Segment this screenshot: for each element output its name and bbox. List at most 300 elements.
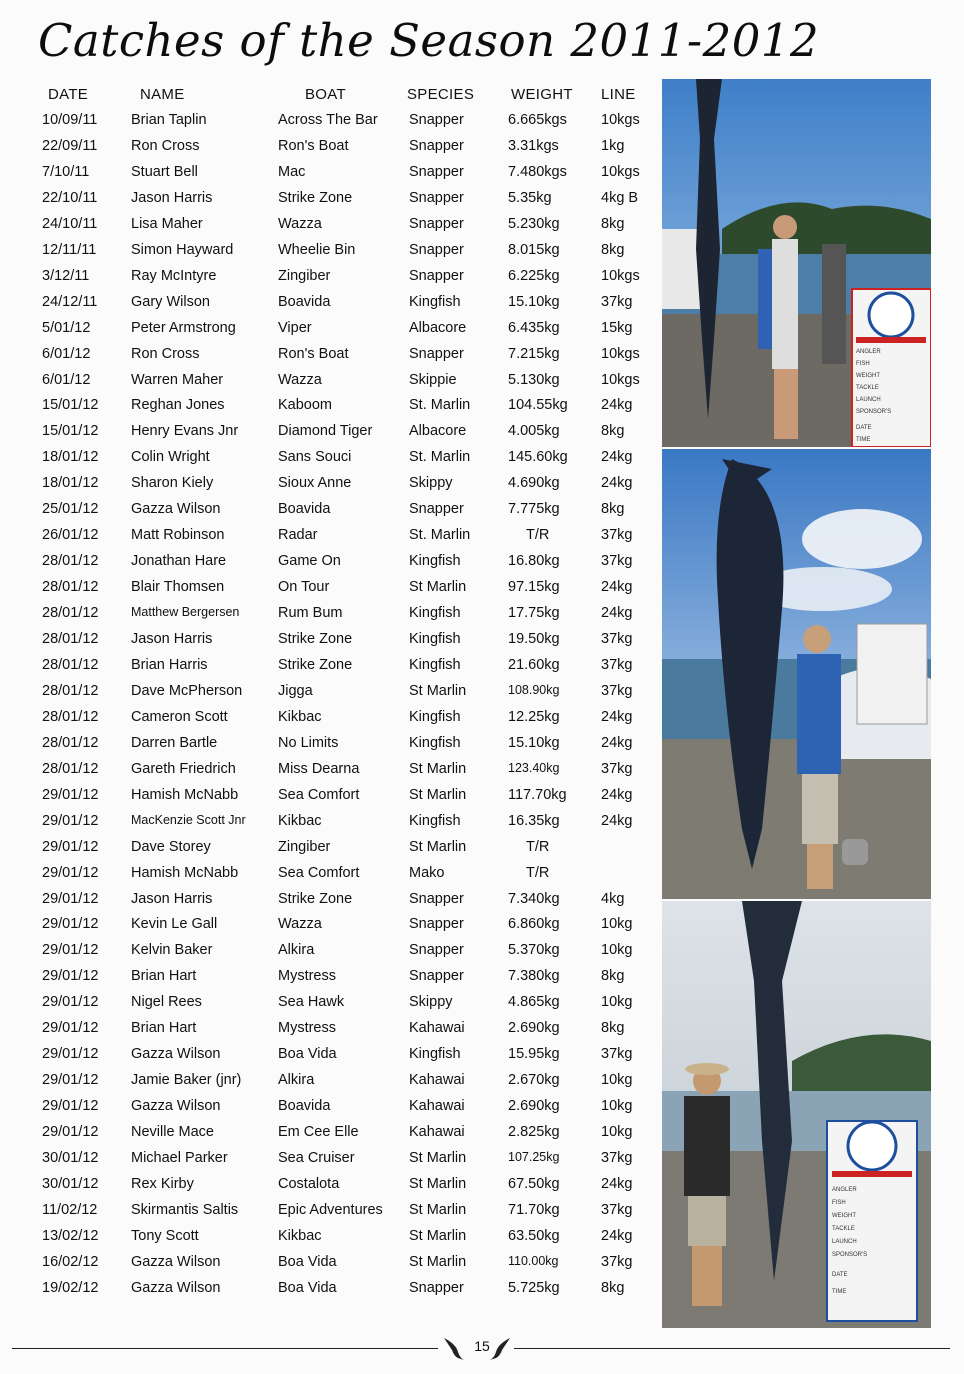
cell-species: Snapper [409,189,464,206]
cell-weight: 97.15kg [508,579,560,596]
cell-line: 8kg [601,423,625,440]
cell-boat: Sea Comfort [278,864,360,881]
cell-species: Kingfish [409,631,461,647]
cell-name: Kevin Le Gall [131,916,218,933]
cell-species: Snapper [409,501,464,518]
cell-boat: Boa Vida [278,1046,337,1063]
table-row [0,1124,660,1146]
table-row [0,1202,660,1224]
cell-line: 10kg [601,1072,633,1089]
cell-name: Matt Robinson [131,527,225,544]
table-row [0,1176,660,1198]
cell-name: Dave Storey [131,838,211,855]
table-row [0,527,660,549]
cell-date: 3/12/11 [42,267,90,284]
table-row [0,1072,660,1094]
photo-marlin-1-image [662,79,931,447]
cell-line: 37kg [601,1201,633,1218]
cell-species: Kingfish [409,812,461,829]
cell-species: Snapper [409,215,464,232]
cell-name: Hamish McNabb [131,864,239,881]
cell-name: Jonathan Hare [131,553,227,570]
table-row [0,449,660,471]
svg-text:SPONSOR'S: SPONSOR'S [832,1252,868,1258]
table-row [0,579,660,601]
cell-name: Lisa Maher [131,215,203,232]
cell-date: 18/01/12 [42,475,99,492]
cell-weight: 6.225kg [508,267,560,284]
table-row [0,683,660,705]
cell-weight: 15.10kg [508,734,560,751]
table-row [0,164,660,186]
svg-text:WEIGHT: WEIGHT [832,1213,856,1219]
column-header-weight: WEIGHT [511,86,573,103]
cell-date: 25/01/12 [42,501,99,518]
table-row [0,112,660,134]
cell-species: St. Marlin [409,397,471,414]
cell-date: 13/02/12 [42,1227,99,1244]
table-row [0,916,660,938]
cell-boat: Boavida [278,1098,331,1115]
svg-text:TIME: TIME [856,437,871,443]
cell-name: Brian Hart [131,1020,197,1037]
cell-name: Reghan Jones [131,397,225,414]
cell-boat: Ron's Boat [278,137,349,154]
cell-name: Brian Harris [131,656,208,673]
cell-species: Skippie [409,371,457,388]
cell-boat: Mac [278,163,306,180]
page-number: 15 [474,1338,490,1354]
cell-weight: 63.50kg [508,1227,560,1244]
photo-marlin-3-image [662,901,931,1328]
cell-date: 29/01/12 [42,968,99,985]
cell-date: 29/01/12 [42,890,99,907]
cell-date: 5/01/12 [42,319,91,336]
cell-date: 28/01/12 [42,734,99,751]
cell-species: Kingfish [409,734,461,751]
cell-name: Gazza Wilson [131,1279,221,1296]
cell-name: Sharon Kiely [131,475,214,492]
cell-date: 29/01/12 [42,812,99,829]
cell-name: Darren Bartle [131,734,218,751]
table-row [0,761,660,783]
photo-marlin-2-image [662,449,931,899]
cell-weight: 21.60kg [508,656,560,673]
cell-line: 10kgs [601,267,640,284]
footer-rule-left [12,1348,438,1349]
table-row [0,1228,660,1250]
cell-weight: 2.825kg [508,1124,560,1141]
table-row [0,891,660,913]
cell-boat: Viper [278,319,312,336]
cell-boat: Kaboom [278,397,333,414]
cell-weight: 5.230kg [508,215,560,232]
table-row [0,294,660,316]
cell-date: 28/01/12 [42,631,99,647]
photo-marlin-2 [662,449,931,899]
cell-boat: Game On [278,553,341,570]
cell-boat: Costalota [278,1175,340,1192]
cell-name: Neville Mace [131,1124,214,1141]
cell-weight: 6.435kg [508,319,560,336]
cell-weight: 12.25kg [508,708,560,725]
column-header-boat: BOAT [305,86,346,103]
table-row [0,475,660,497]
cell-weight: 5.130kg [508,371,560,388]
cell-date: 11/02/12 [42,1201,98,1218]
cell-line: 37kg [601,293,633,310]
cell-weight: 71.70kg [508,1201,560,1218]
cell-line: 24kg [601,1227,633,1244]
svg-text:DATE: DATE [856,425,872,431]
photo-marlin-1 [662,79,931,447]
cell-date: 28/01/12 [42,656,99,673]
cell-weight: 6.860kg [508,916,560,933]
cell-weight: 15.95kg [508,1046,560,1063]
svg-text:ANGLER: ANGLER [832,1187,857,1193]
cell-line: 10kg [601,916,633,933]
table-row [0,397,660,419]
cell-species: St. Marlin [409,527,471,544]
cell-date: 28/01/12 [42,553,99,570]
cell-boat: Rum Bum [278,605,343,622]
cell-name: Jason Harris [131,189,213,206]
cell-line: 37kg [601,527,633,544]
cell-boat: Jigga [278,682,313,699]
cell-weight: 67.50kg [508,1175,560,1192]
cell-species: Kahawai [409,1020,465,1037]
cell-species: St Marlin [409,1227,467,1244]
cell-boat: Boavida [278,501,331,518]
cell-line: 10kgs [601,163,640,180]
cell-boat: No Limits [278,734,339,751]
cell-date: 19/02/12 [42,1279,99,1296]
cell-line: 24kg [601,475,633,492]
svg-text:SPONSOR'S: SPONSOR'S [856,409,892,415]
cell-weight: 104.55kg [508,397,568,414]
cell-boat: Radar [278,527,318,544]
cell-name: Jason Harris [131,890,213,907]
cell-date: 24/10/11 [42,215,98,232]
cell-line: 8kg [601,241,625,258]
cell-weight: 17.75kg [508,605,560,622]
cell-line: 8kg [601,968,625,985]
cell-name: Peter Armstrong [131,319,236,336]
svg-text:TACKLE: TACKLE [832,1226,855,1232]
cell-boat: On Tour [278,579,330,596]
cell-date: 28/01/12 [42,579,99,596]
cell-boat: Zingiber [278,838,331,855]
cell-name: Gazza Wilson [131,1046,221,1063]
cell-species: Snapper [409,163,464,180]
cell-species: Snapper [409,968,464,985]
table-row [0,242,660,264]
cell-boat: Wazza [278,371,322,388]
cell-date: 29/01/12 [42,1098,99,1115]
cell-weight: 117.70kg [508,786,567,803]
cell-weight: 6.665kgs [508,112,567,128]
cell-weight: 4.865kg [508,994,560,1011]
cell-boat: Wazza [278,215,322,232]
cell-boat: Miss Dearna [278,760,360,777]
table-row [0,1150,660,1172]
cell-weight: 7.215kg [508,345,560,362]
cell-species: Mako [409,864,445,881]
svg-text:WEIGHT: WEIGHT [856,373,880,379]
table-row [0,968,660,990]
cell-line: 37kg [601,631,633,647]
cell-species: Kahawai [409,1072,465,1089]
cell-species: Snapper [409,942,464,959]
table-row [0,268,660,290]
cell-weight: T/R [526,527,550,544]
cell-line: 37kg [601,553,633,570]
table-row [0,1280,660,1302]
cell-name: Gazza Wilson [131,1098,221,1115]
table-row [0,423,660,445]
cell-species: St Marlin [409,1201,467,1218]
cell-boat: Diamond Tiger [278,423,373,440]
column-header-line: LINE [601,86,636,103]
cell-date: 29/01/12 [42,1072,99,1089]
cell-line: 10kg [601,1124,633,1141]
table-row [0,501,660,523]
cell-date: 29/01/12 [42,838,99,855]
cell-weight: 7.480kgs [508,163,567,180]
cell-name: Ron Cross [131,137,200,154]
cell-species: Kahawai [409,1098,465,1115]
cell-boat: Mystress [278,1020,336,1037]
cell-species: Snapper [409,137,464,154]
cell-date: 16/02/12 [42,1253,99,1270]
photo-marlin-3 [662,901,931,1328]
cell-date: 29/01/12 [42,786,99,803]
table-row [0,631,660,653]
cell-species: Skippy [409,475,453,492]
marlin-ornament-right-icon [488,1334,512,1362]
cell-weight: 108.90kg [508,682,560,697]
cell-line: 8kg [601,1020,625,1037]
column-header-date: DATE [48,86,89,103]
cell-weight: T/R [526,864,550,881]
cell-species: Kingfish [409,293,461,310]
cell-name: Brian Taplin [131,112,207,128]
cell-species: Snapper [409,267,464,284]
cell-line: 37kg [601,1150,633,1166]
cell-name: Nigel Rees [131,994,202,1011]
cell-date: 30/01/12 [42,1175,99,1192]
cell-line: 15kg [601,319,633,336]
cell-name: Ray McIntyre [131,267,217,284]
cell-weight: 110.00kg [508,1253,559,1268]
cell-line: 24kg [601,397,633,414]
cell-weight: 19.50kg [508,631,560,647]
table-row [0,605,660,627]
cell-name: Ron Cross [131,345,200,362]
table-row [0,190,660,212]
column-header-name: NAME [140,86,185,103]
cell-name: Tony Scott [131,1227,199,1244]
cell-species: St Marlin [409,579,467,596]
cell-name: Skirmantis Saltis [131,1201,239,1218]
cell-species: St Marlin [409,786,467,803]
cell-species: St Marlin [409,1150,467,1166]
cell-name: Jamie Baker (jnr) [131,1072,242,1089]
cell-line: 37kg [601,1046,633,1063]
svg-text:DATE: DATE [832,1272,848,1278]
cell-species: Snapper [409,1279,464,1296]
cell-line: 10kgs [601,371,640,388]
cell-species: Skippy [409,994,453,1011]
table-row [0,346,660,368]
cell-weight: 3.31kgs [508,137,559,154]
svg-text:FISH: FISH [856,361,870,367]
cell-date: 10/09/11 [42,112,98,128]
cell-line: 24kg [601,449,633,466]
svg-text:LAUNCH: LAUNCH [832,1239,857,1245]
cell-date: 28/01/12 [42,682,99,699]
cell-date: 29/01/12 [42,942,99,959]
cell-line: 8kg [601,215,625,232]
cell-line: 24kg [601,786,633,803]
cell-weight: 4.005kg [508,423,560,440]
cell-line: 24kg [601,1175,633,1192]
cell-species: St Marlin [409,760,467,777]
cell-name: MacKenzie Scott Jnr [131,812,246,827]
cell-line: 24kg [601,708,633,725]
cell-name: Brian Hart [131,968,197,985]
cell-line: 24kg [601,579,633,596]
cell-boat: Across The Bar [278,112,378,128]
cell-boat: Sea Comfort [278,786,360,803]
cell-boat: Boa Vida [278,1279,337,1296]
cell-name: Blair Thomsen [131,579,225,596]
table-row [0,735,660,757]
cell-date: 28/01/12 [42,605,99,622]
cell-name: Matthew Bergersen [131,605,240,620]
cell-boat: Sea Cruiser [278,1150,355,1166]
cell-name: Kelvin Baker [131,942,213,959]
cell-name: Gazza Wilson [131,501,221,518]
cell-name: Gazza Wilson [131,1253,221,1270]
table-row [0,839,660,861]
column-header-species: SPECIES [407,86,475,103]
table-row [0,553,660,575]
cell-species: Kingfish [409,656,461,673]
cell-date: 30/01/12 [42,1150,99,1166]
cell-date: 24/12/11 [42,293,98,310]
cell-species: Kingfish [409,553,461,570]
cell-date: 6/01/12 [42,371,91,388]
cell-boat: Alkira [278,1072,315,1089]
cell-date: 12/11/11 [42,241,97,258]
cell-weight: 15.10kg [508,293,560,310]
cell-boat: Boa Vida [278,1253,337,1270]
table-row [0,1046,660,1068]
svg-text:FISH: FISH [832,1200,846,1206]
cell-date: 29/01/12 [42,864,99,881]
cell-date: 15/01/12 [42,423,99,440]
cell-species: St Marlin [409,838,467,855]
cell-line: 10kg [601,1098,633,1115]
cell-species: Kingfish [409,605,461,622]
cell-weight: 7.380kg [508,968,560,985]
cell-weight: 107.25kg [508,1150,560,1164]
cell-date: 28/01/12 [42,708,99,725]
cell-weight: 5.35kg [508,189,552,206]
cell-weight: 5.725kg [508,1279,560,1296]
cell-date: 22/10/11 [42,189,98,206]
cell-boat: Epic Adventures [278,1201,383,1218]
cell-line: 4kg B [601,189,639,206]
cell-name: Gareth Friedrich [131,760,236,777]
cell-line: 10kg [601,942,633,959]
cell-weight: 16.35kg [508,812,560,829]
cell-boat: Mystress [278,968,336,985]
cell-species: Kingfish [409,1046,461,1063]
cell-species: St Marlin [409,1175,467,1192]
cell-name: Stuart Bell [131,163,198,180]
cell-line: 10kg [601,994,633,1011]
cell-boat: Boavida [278,293,331,310]
cell-line: 10kgs [601,345,640,362]
cell-date: 29/01/12 [42,916,99,933]
cell-weight: 2.690kg [508,1020,560,1037]
cell-weight: 2.670kg [508,1072,560,1089]
cell-name: Simon Hayward [131,241,234,258]
cell-line: 37kg [601,1253,633,1270]
cell-date: 29/01/12 [42,1020,99,1037]
cell-boat: Strike Zone [278,656,353,673]
svg-text:LAUNCH: LAUNCH [856,397,881,403]
cell-name: Cameron Scott [131,708,228,725]
cell-boat: Kikbac [278,1227,322,1244]
cell-date: 26/01/12 [42,527,99,544]
cell-date: 6/01/12 [42,345,91,362]
cell-name: Jason Harris [131,631,213,647]
cell-name: Gary Wilson [131,293,210,310]
svg-text:TIME: TIME [832,1289,847,1295]
table-row [0,865,660,887]
cell-weight: 16.80kg [508,553,560,570]
table-row [0,216,660,238]
cell-species: Albacore [409,319,467,336]
cell-line: 24kg [601,734,633,751]
cell-boat: Ron's Boat [278,345,349,362]
cell-boat: Strike Zone [278,189,353,206]
svg-text:ANGLER: ANGLER [856,349,881,355]
cell-name: Colin Wright [131,449,210,466]
cell-species: Snapper [409,112,464,128]
cell-date: 18/01/12 [42,449,99,466]
cell-date: 29/01/12 [42,994,99,1011]
cell-weight: T/R [526,838,550,855]
cell-name: Dave McPherson [131,682,243,699]
cell-boat: Sans Souci [278,449,352,466]
cell-line: 8kg [601,501,625,518]
cell-name: Henry Evans Jnr [131,423,239,440]
cell-date: 29/01/12 [42,1046,99,1063]
cell-line: 37kg [601,682,633,699]
cell-species: Kingfish [409,708,461,725]
cell-species: Snapper [409,890,464,907]
cell-boat: Sioux Anne [278,475,352,492]
cell-boat: Sea Hawk [278,994,345,1011]
cell-boat: Em Cee Elle [278,1124,359,1141]
cell-line: 10kgs [601,112,640,128]
table-row [0,1020,660,1042]
cell-boat: Zingiber [278,267,331,284]
